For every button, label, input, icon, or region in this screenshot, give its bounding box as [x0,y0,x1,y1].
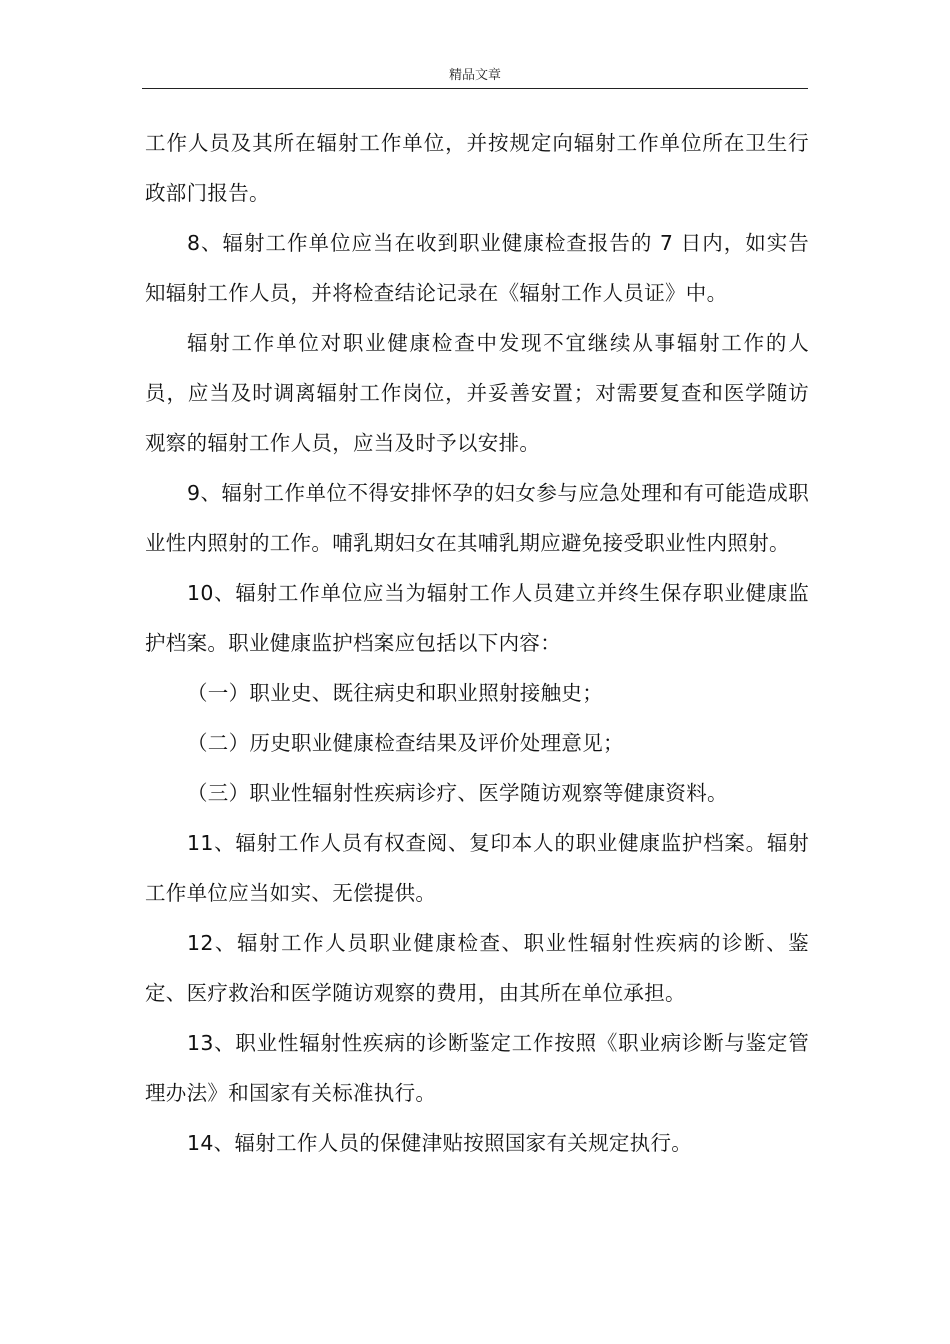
paragraph-item-8: 8、辐射工作单位应当在收到职业健康检查报告的 7 日内，如实告知辐射工作人员，并将检查结论记录在《辐射工作人员证》中。 [145,231,809,305]
page-header: 精品文章 [448,68,501,83]
list-item-2: （二）历史职业健康检查结果及评价处理意见； [187,731,624,755]
header-rule [142,88,808,89]
list-item-3: （三）职业性辐射性疾病诊疗、医学随访观察等健康资料。 [187,781,728,805]
paragraph-item-8-detail: 辐射工作单位对职业健康检查中发现不宜继续从事辐射工作的人员，应当及时调离辐射工作岗位，并妥善安置；对需要复查和医学随访观察的辐射工作人员，应当及时予以安排。 [145,331,809,455]
paragraph-item-13: 13、职业性辐射性疾病的诊断鉴定工作按照《职业病诊断与鉴定管理办法》和国家有关标准执行。 [145,1031,809,1105]
paragraph-item-10: 10、辐射工作单位应当为辐射工作人员建立并终生保存职业健康监护档案。职业健康监护档案应包括以下内容： [145,581,809,655]
list-item-1: （一）职业史、既往病史和职业照射接触史； [187,681,603,705]
paragraph-item-11: 11、辐射工作人员有权查阅、复印本人的职业健康监护档案。辐射工作单位应当如实、无偿提供。 [145,831,809,905]
document-body [145,118,809,1168]
paragraph-item-12: 12、辐射工作人员职业健康检查、职业性辐射性疾病的诊断、鉴定、医疗救治和医学随访观察的费用，由其所在单位承担。 [145,931,809,1005]
paragraph-continuation: 工作人员及其所在辐射工作单位，并按规定向辐射工作单位所在卫生行政部门报告。 [145,131,809,205]
paragraph-item-14: 14、辐射工作人员的保健津贴按照国家有关规定执行。 [187,1131,693,1155]
paragraph-item-9: 9、辐射工作单位不得安排怀孕的妇女参与应急处理和有可能造成职业性内照射的工作。哺乳期妇女在其哺乳期应避免接受职业性内照射。 [145,481,809,555]
